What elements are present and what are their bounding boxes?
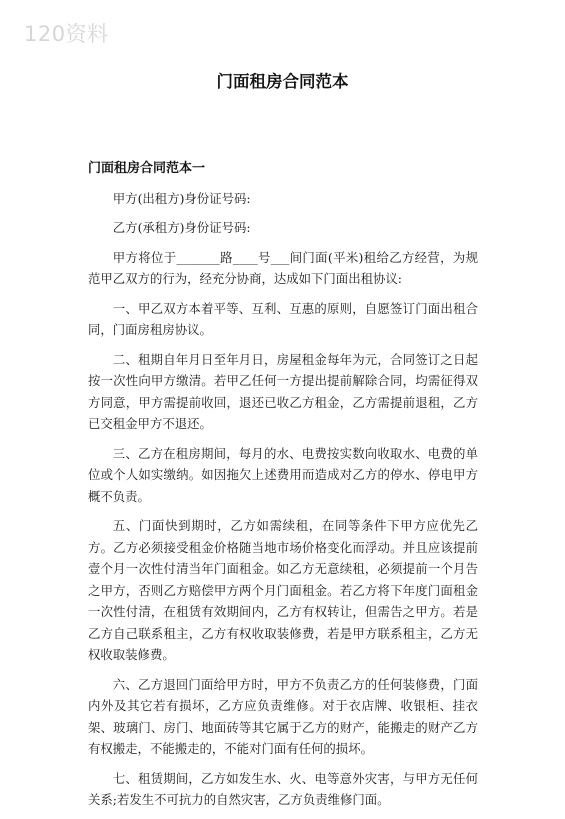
- paragraph-lessor-id: 甲方(出租方)身份证号码:: [112, 190, 251, 206]
- paragraph-clause-3: 三、乙方在租房期间，每月的水、电费按实数向收取水、电费的单位或个人如实缴纳。如因拖欠上述费用而造成对乙方的停水、停电甲方概不负责。: [88, 445, 478, 504]
- paragraph-clause-5: 五、门面快到期时，乙方如需续租，在同等条件下甲方应优先乙方。乙方必须接受租金价格随当地市场价格变化而浮动。并且应该提前壹个月一次性付清当年门面租金。如乙方无意续租，必须提前一个月告之甲方，否则乙方赔偿甲方两个月门面租金。若乙方将下年度门面租金一次性付清，在租赁有效期间内，乙方有权转让，但需告之甲方。若是乙方自己联系租主，乙方有权收取装修费，若是甲方联系租主，乙方无权收取装修费。: [88, 518, 478, 662]
- document-body: [88, 158, 478, 819]
- paragraph-clause-1: 一、甲乙双方本着平等、互利、互惠的原则，自愿签订门面出租合同，门面房租房协议。: [88, 300, 478, 337]
- document-title: 门面租房合同范本: [216, 72, 349, 91]
- section-title: 门面租房合同范本一: [88, 161, 206, 176]
- watermark-logo: 120资料: [24, 22, 109, 46]
- paragraph-intro: 甲方将位于_______路____号___间门面(平米)租给乙方经营，为规范甲乙双方的行为，经充分协商，达成如下门面出租协议:: [88, 249, 478, 286]
- paragraph-clause-6: 六、乙方退回门面给甲方时，甲方不负责乙方的任何装修费，门面内外及其它若有损坏，乙方应负责维修。对于衣店牌、收银柜、挂衣架、玻璃门、房门、地面砖等其它属于乙方的财产，能搬走的财产乙方有权搬走，不能搬走的，不能对门面有任何的损坏。: [88, 676, 478, 756]
- paragraph-clause-7: 七、租赁期间，乙方如发生水、火、电等意外灾害，与甲方无任何关系;若发生不可抗力的自然灾害，乙方负责维修门面。: [88, 770, 478, 807]
- paragraph-lessee-id: 乙方(承租方)身份证号码:: [112, 220, 251, 235]
- paragraph-clause-2: 二、租期自年月日至年月日，房屋租金每年为元，合同签订之日起按一次性向甲方缴清。若甲乙任何一方提出提前解除合同，均需征得双方同意，甲方需提前收回，退还已收乙方租金，乙方需提前退租，乙方已交租金甲方不退还。: [88, 351, 478, 431]
